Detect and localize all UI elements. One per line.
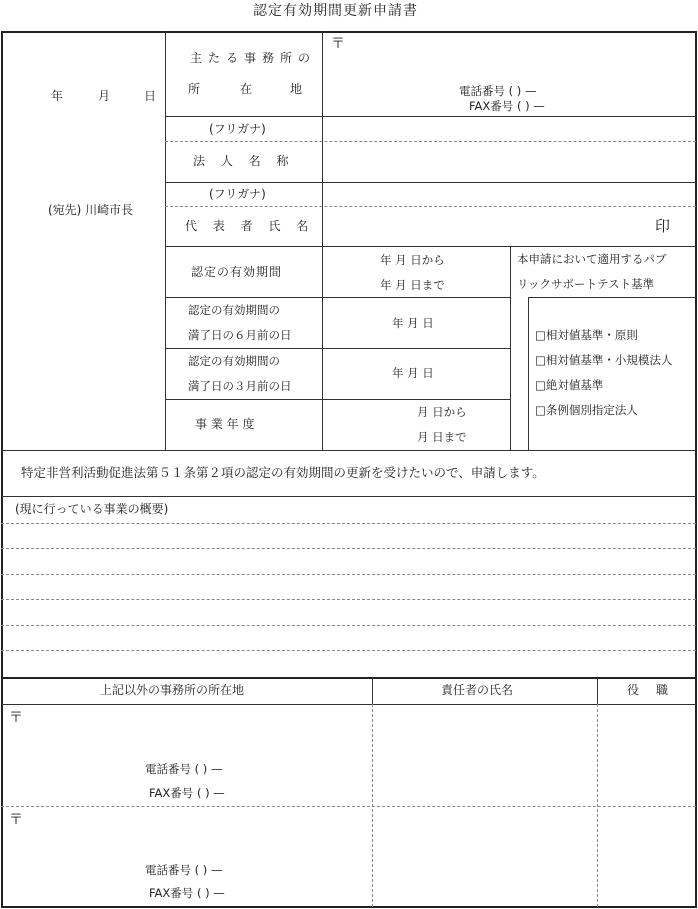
row1-postal-mark: 〒 [9,710,23,726]
divider-pst-inner [528,297,529,450]
frame-right [695,31,697,908]
row-line [165,182,696,183]
row2-postal-mark: 〒 [9,812,23,828]
overview-label: (現に行っている事業の概要) [15,502,169,516]
postal-mark: 〒 [331,36,345,52]
valid-period-label: 認定の有効期間 [191,265,283,279]
overview-line [1,523,696,524]
statement-bottom [1,496,696,497]
col-header-person: 責任者の氏名 [441,683,514,697]
pst-inner-top [528,297,696,298]
fiscal-year-label: 事 業 年 度 [195,417,255,431]
office-label-line2-c: 地 [290,82,303,96]
addressee: (宛先) 川崎市長 [48,203,134,217]
overview-line [1,650,696,651]
upper-section-bottom [1,450,696,451]
header-bottom [1,704,696,705]
pst-heading-line1: 本申請において適用するパブ [517,252,667,266]
fiscal-year-to[interactable]: 月 日まで [417,430,467,444]
date-month: 月 [98,89,111,103]
office-phone[interactable]: 電話番号 ( ) — [459,84,537,98]
pst-option[interactable]: □相対値基準・小規模法人 [535,353,673,367]
row2-phone[interactable]: 電話番号 ( ) — [145,863,223,877]
valid-period-from[interactable]: 年 月 日から [380,253,445,267]
col-header-location: 上記以外の事務所の所在地 [100,683,245,697]
date-year: 年 [51,89,64,103]
divider-left-col [165,31,166,450]
overview-line [1,625,696,626]
row-line [165,297,510,298]
row-line [165,399,510,400]
six-month-label-2: 満了日の６月前の日 [188,328,292,342]
pst-option[interactable]: □条例個別指定法人 [535,403,638,417]
office-fax[interactable]: FAX番号 ( ) — [469,99,545,113]
fiscal-year-from[interactable]: 月 日から [417,405,467,419]
three-month-label-1: 認定の有効期間の [188,354,280,368]
row1-fax[interactable]: FAX番号 ( ) — [149,786,225,800]
frame-top [1,31,696,33]
furigana-label-1: (フリガナ) [209,122,266,136]
row-line [165,116,696,117]
office-label-line2-a: 所 [188,82,201,96]
col-divider [372,677,373,704]
pst-option[interactable]: □相対値基準・原則 [535,328,638,342]
overview-line [1,574,696,575]
divider-pst [510,246,511,450]
six-month-label-1: 認定の有効期間の [188,303,280,317]
corp-name-label: 法 人 名 称 [193,154,295,168]
office-label-line1: 主たる事務所の [190,51,317,65]
application-statement: 特定非営利活動促進法第５１条第２項の認定の有効期間の更新を受けたいので、申請します。 [21,465,545,480]
office-label-line2-b: 在 [240,82,253,96]
divider-label-col [322,31,323,450]
row-line [165,246,696,247]
six-month-value[interactable]: 年 月 日 [392,316,434,330]
row1-phone[interactable]: 電話番号 ( ) — [145,762,223,776]
furigana-label-2: (フリガナ) [209,187,266,201]
col-header-role-a: 役 [627,683,640,697]
overview-line [1,599,696,600]
col-header-role-b: 職 [656,683,669,697]
rep-name-label: 代 表 者 氏 名 [185,219,315,233]
pst-heading-line2: リックサポートテスト基準 [517,277,655,291]
row-line [165,141,696,142]
pst-option[interactable]: □絶対値基準 [535,378,604,392]
overview-line [1,548,696,549]
row-line [165,348,510,349]
three-month-value[interactable]: 年 月 日 [392,366,434,380]
date-day: 日 [144,89,157,103]
other-offices-top [1,677,696,679]
valid-period-to[interactable]: 年 月 日まで [380,278,445,292]
row2-fax[interactable]: FAX番号 ( ) — [149,886,225,900]
col-divider [597,677,598,704]
three-month-label-2: 満了日の３月前の日 [188,379,292,393]
seal-mark: 印 [655,217,671,235]
frame-bottom [1,906,696,908]
row-separator [1,806,696,807]
page-title: 認定有効期間更新申請書 [253,3,418,19]
row-line [165,206,696,207]
frame-left [1,31,3,908]
